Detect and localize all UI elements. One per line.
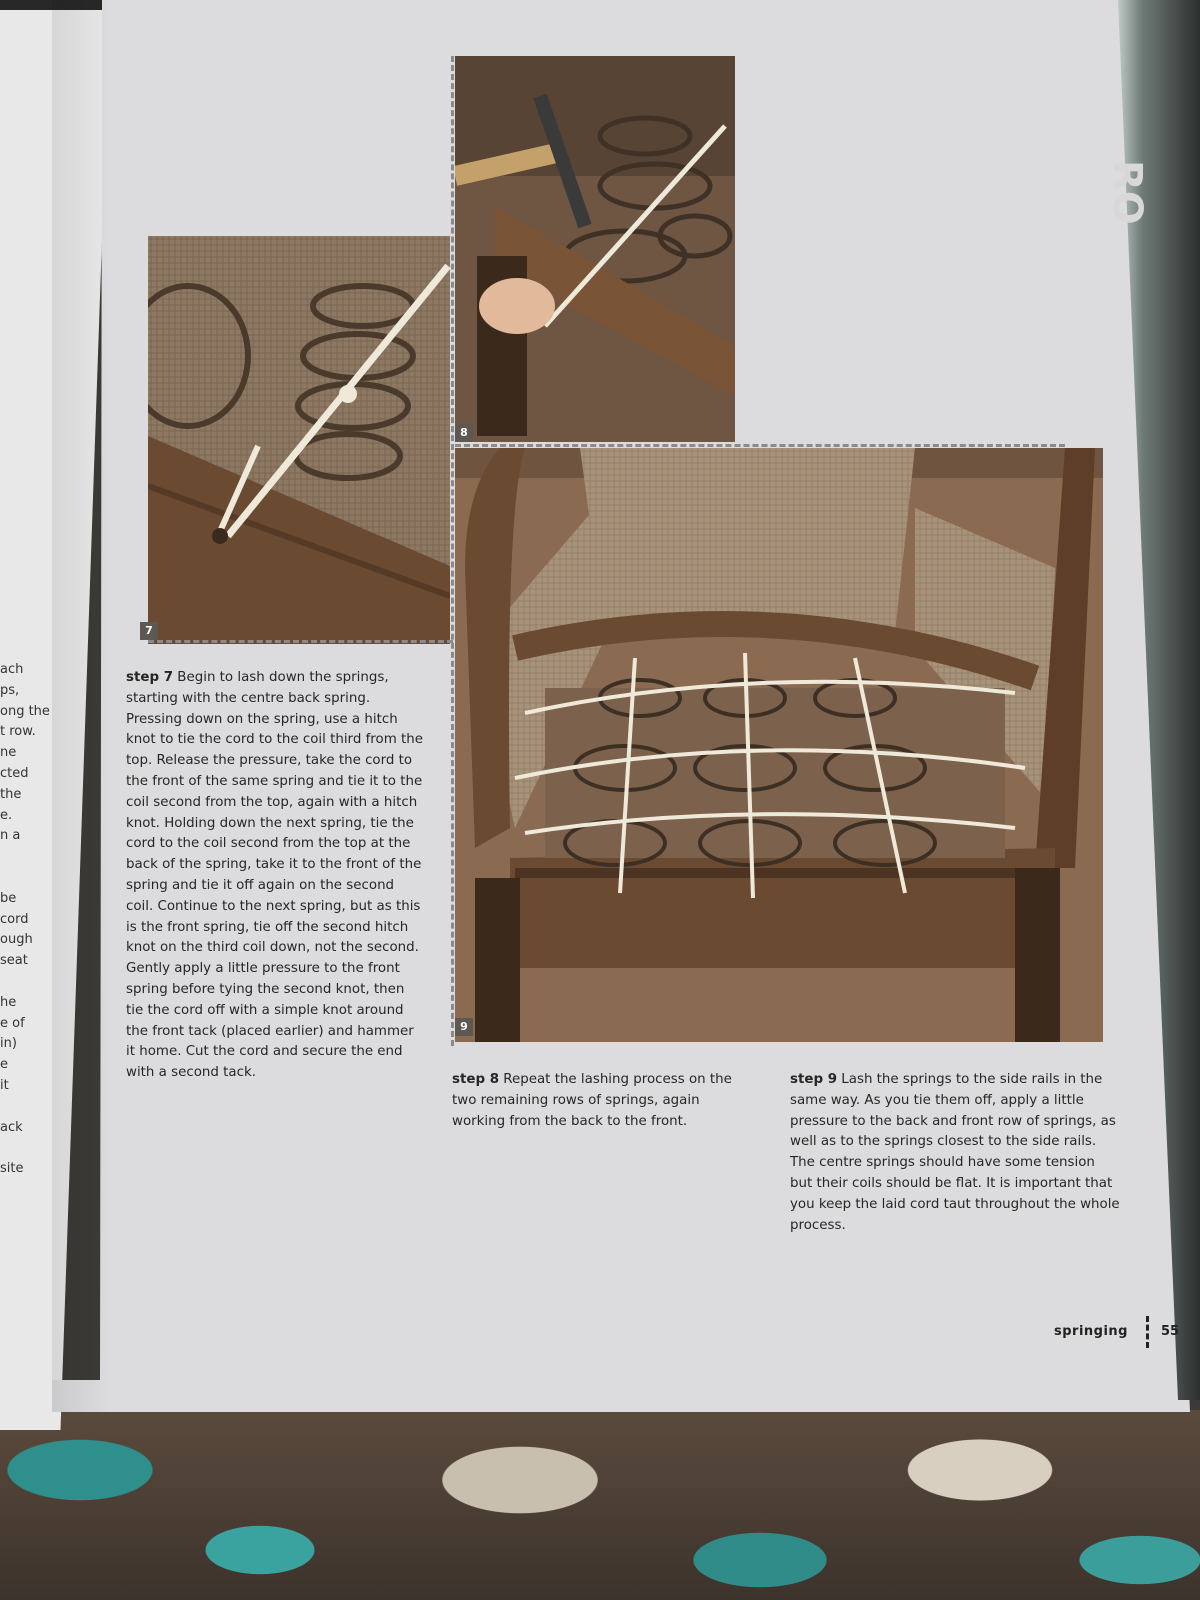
left-page-fragment: cord — [0, 911, 29, 927]
left-page-fragment — [0, 868, 60, 889]
left-page-fragment: ach — [0, 662, 24, 677]
footer-divider — [1146, 1316, 1152, 1348]
photo-step-8 — [455, 56, 735, 442]
dashed-rule — [455, 444, 1065, 447]
photo-number-8: 8 — [455, 424, 473, 442]
edge-letters: RO — [1104, 160, 1150, 225]
photo-step-9 — [455, 448, 1103, 1042]
left-page-fragment: ne — [0, 745, 17, 761]
left-page-fragment: the — [0, 786, 22, 802]
left-page-fragment — [0, 1138, 60, 1159]
step-8-label: step 8 — [452, 1072, 500, 1087]
left-page-fragment: ack — [0, 1119, 23, 1135]
left-page-fragment: ong the — [0, 703, 50, 719]
left-page-fragment: he — [0, 994, 17, 1010]
left-page-fragment: ps, — [0, 682, 20, 698]
step-8-body: Repeat the lashing process on the two remaining rows of springs, again working from the back to the front. — [452, 1072, 732, 1129]
left-page-fragment: e of — [0, 1015, 25, 1031]
step-9-label: step 9 — [790, 1072, 838, 1087]
dashed-rule — [148, 640, 453, 643]
left-page-fragment: e. — [0, 807, 13, 823]
left-page-fragment: ough — [0, 932, 33, 948]
left-page-fragment: cted — [0, 765, 29, 781]
step-7-text — [126, 668, 424, 1084]
left-page-fragment: n a — [0, 828, 21, 844]
step-9-text — [790, 1070, 1120, 1236]
dashed-rule — [451, 56, 454, 1046]
left-page-text-fragments — [0, 660, 60, 1180]
left-page-fragment: e — [0, 1057, 8, 1073]
page-number: 55 — [1161, 1324, 1180, 1339]
left-page-fragment: in) — [0, 1036, 17, 1052]
fabric-background — [0, 1410, 1200, 1600]
step-7-body: Begin to lash down the springs, starting with the centre back spring. Pressing down on the spring, use a hitch knot to tie the cord to the coil third from the top. Release the pressure, take the cord to the front of the same spring and tie it to the coil second from the top, again with a hitch knot. Holding down the next spring, tie the cord to the coil second from the top at the back of the spring, take it to the front of the spring and tie it off again on the second coil. Continue to the next spring, but as this is the front spring, tie off the second hitch knot on the third coil down, not the second. Gently apply a little pressure to the front spring before tying the second knot, then tie the cord off with a simple knot around the front tack (placed earlier) and hammer it home. Cut the cord and secure the end with a second tack. — [126, 670, 423, 1081]
left-page-fragment: site — [0, 1161, 24, 1177]
step-9-body: Lash the springs to the side rails in the same way. As you tie them off, apply a little pressure to the back and front row of springs, as well as to the springs closest to the side rails. The centre springs should have some tension but their coils should be flat. It is important that you keep the laid cord taut throughout the whole process. — [790, 1072, 1120, 1233]
step-7-label: step 7 — [126, 670, 174, 685]
photo-number-9: 9 — [455, 1018, 473, 1036]
left-page-fragment — [0, 1097, 60, 1118]
left-page-fragment: seat — [0, 953, 28, 969]
step-8-text — [452, 1070, 752, 1132]
section-name: springing — [1054, 1324, 1128, 1339]
left-page-fragment: be — [0, 890, 17, 906]
page-footer — [1040, 1312, 1180, 1352]
left-page-fragment: it — [0, 1077, 9, 1093]
left-page-fragment: t row. — [0, 724, 36, 740]
photo-step-7 — [148, 236, 450, 644]
left-page-fragment — [0, 972, 60, 993]
left-page-fragment — [0, 847, 60, 868]
photo-number-7: 7 — [140, 622, 158, 640]
